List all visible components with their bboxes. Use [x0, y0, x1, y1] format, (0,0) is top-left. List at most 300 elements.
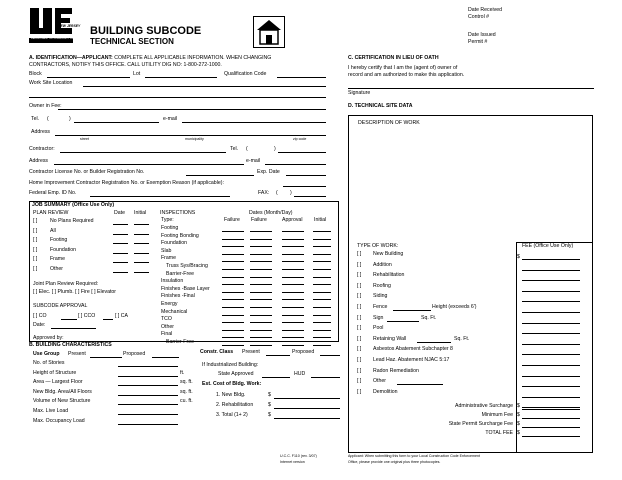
constr-proposed-label: Proposed — [292, 349, 315, 355]
hud-field[interactable] — [311, 377, 340, 378]
fee-field[interactable] — [522, 270, 580, 271]
plan-item-label: Footing — [50, 237, 68, 244]
license-label: Contractor License No. or Builder Registration No. — [29, 169, 145, 175]
contractor-tel-paren-close: ) — [274, 146, 276, 152]
inspection-date-field[interactable] — [282, 330, 304, 331]
work-item-label: Other — [373, 378, 386, 385]
inspection-item-label: Energy — [161, 301, 178, 307]
building-char-unit: cu. ft. — [180, 398, 193, 405]
address-label: Address — [31, 129, 51, 135]
plan-item-label: No Plans Required — [50, 218, 94, 224]
inspection-date-field[interactable] — [222, 269, 244, 270]
inspection-date-field[interactable] — [250, 239, 272, 240]
work-checkbox[interactable]: [ ] — [357, 357, 362, 363]
dates-heading: Dates (Month/Day) — [249, 210, 293, 216]
fee-total-field[interactable] — [522, 427, 580, 428]
fee-total-dollar: $ — [517, 412, 520, 418]
work-checkbox[interactable]: [ ] — [357, 367, 362, 374]
tel-paren-open: ( — [47, 116, 49, 122]
date-issued-label: Date Issued — [468, 32, 496, 38]
inspection-date-field[interactable] — [250, 299, 272, 300]
building-char-field[interactable] — [118, 376, 178, 377]
description-of-work-label: DESCRIPTION OF WORK — [358, 120, 420, 126]
job-summary-heading: JOB SUMMARY (Office Use Only) — [32, 202, 115, 208]
work-checkbox[interactable]: [ ] — [357, 335, 362, 342]
logo-state: NEW JERSEY — [58, 24, 81, 28]
subcode-date-label: Date: — [33, 322, 46, 328]
ca-checkbox[interactable]: [ ] CA — [115, 313, 128, 319]
fee-total-field[interactable] — [522, 418, 580, 419]
inspection-item-label: Finishes -Final — [161, 293, 195, 300]
inspection-date-field[interactable] — [282, 307, 304, 308]
footer-note-2: Office, please provide one original plus three photocopies. — [348, 460, 441, 464]
cost-field[interactable] — [274, 418, 340, 419]
work-item-label: New Building — [373, 251, 404, 257]
cost-dollar: $ — [268, 402, 271, 408]
approval-col: Approval — [282, 217, 303, 223]
plan-date-field[interactable] — [113, 224, 128, 225]
contractor-label: Contractor: — [29, 146, 55, 152]
type-of-work-heading: TYPE OF WORK: — [357, 243, 399, 249]
fee-field[interactable] — [522, 291, 580, 292]
block-label: Block — [29, 71, 42, 77]
fax-field[interactable] — [294, 196, 326, 197]
inspection-date-field[interactable] — [282, 337, 304, 338]
owner-label: Owner in Fee: — [29, 103, 62, 109]
inspection-item-label: Final — [161, 331, 173, 338]
license-field[interactable] — [186, 175, 254, 176]
subcode-date-field[interactable] — [51, 328, 96, 329]
qual-label: Qualification Code — [224, 71, 267, 77]
building-char-label: Area — Largest Floor — [33, 379, 83, 386]
work-item-label: Pool — [373, 325, 384, 332]
work-checkbox[interactable]: [ ] — [357, 378, 362, 385]
fee-total-label: TOTAL FEE — [485, 430, 513, 436]
inspection-date-field[interactable] — [313, 345, 331, 346]
work-item-label: Siding — [373, 293, 388, 300]
inspection-date-field[interactable] — [222, 299, 244, 300]
inspection-date-field[interactable] — [250, 315, 272, 316]
plan-checkbox[interactable]: [ ] — [33, 218, 38, 224]
inspection-date-field[interactable] — [282, 284, 304, 285]
inspection-item-label: TCO — [161, 316, 172, 323]
inspection-date-field[interactable] — [313, 246, 331, 247]
work-item-label: Fence — [373, 304, 388, 310]
inspection-date-field[interactable] — [282, 345, 304, 346]
building-char-unit: sq. ft. — [180, 379, 193, 386]
work-item-label: Addition — [373, 261, 392, 268]
inspection-date-field[interactable] — [282, 261, 304, 262]
work-checkbox[interactable]: [ ] — [357, 304, 362, 310]
inspection-item-label: Finishes -Base Layer — [161, 285, 210, 292]
inspection-date-field[interactable] — [222, 277, 244, 278]
subcode-approval-heading: SUBCODE APPROVAL — [33, 303, 88, 309]
inspection-item-label: Other — [161, 323, 174, 330]
industrialized-label: If Industrialized Building: — [202, 362, 259, 368]
logo-dept: DEPARTMENT OF COMMUNITY AFFAIRS — [31, 37, 81, 40]
constr-class-label: Constr. Class — [200, 349, 234, 355]
cco-line — [103, 319, 113, 320]
initial-col: Initial — [314, 217, 327, 223]
contractor-email-label: e-mail — [246, 158, 261, 164]
retaining-wall-field[interactable] — [417, 342, 451, 343]
joint-plan-options[interactable]: [ ] Elec. [ ] Plumb. [ ] Fire [ ] Elevator — [33, 289, 117, 295]
fee-field[interactable] — [522, 376, 580, 377]
street-caption: street — [80, 137, 89, 141]
building-char-field[interactable] — [118, 424, 178, 425]
failure-col-1: Failure — [224, 217, 240, 223]
contractor-tel-label: Tel. — [230, 146, 239, 152]
inspection-item-label: Barrier-Free — [166, 270, 194, 277]
building-char-label: New Bldg. Area/All Floors — [33, 388, 92, 395]
fee-field[interactable] — [522, 312, 580, 313]
inspection-date-field[interactable] — [222, 307, 244, 308]
inspection-date-field[interactable] — [282, 269, 304, 270]
inspection-item-label: Barrier-Free — [166, 339, 194, 345]
constr-present-field[interactable] — [266, 355, 290, 356]
inspection-date-field[interactable] — [313, 269, 331, 270]
inspection-item-label: Truss Sys/Bracing — [166, 263, 208, 269]
tel-label: Tel. — [31, 116, 40, 122]
signature-label: Signature — [348, 90, 371, 96]
plan-date-col: Date — [114, 210, 125, 216]
inspection-date-field[interactable] — [222, 239, 244, 240]
plan-review-heading: PLAN REVIEW — [33, 210, 69, 216]
cost-item-label: 3. Total (1+ 2) — [216, 412, 248, 418]
inspection-date-field[interactable] — [313, 292, 331, 293]
tel-field[interactable] — [74, 122, 159, 123]
inspection-date-field[interactable] — [250, 322, 272, 323]
plan-checkbox[interactable]: [ ] — [33, 266, 38, 272]
inspections-heading: INSPECTIONS — [160, 210, 196, 216]
inspection-date-field[interactable] — [250, 277, 272, 278]
plan-date-field[interactable] — [113, 234, 128, 235]
inspection-date-field[interactable] — [313, 330, 331, 331]
fed-label: Federal Emp. ID No. — [29, 190, 77, 196]
inspection-date-field[interactable] — [250, 337, 272, 338]
fax-paren-close: ) — [290, 190, 292, 196]
use-group-proposed-field[interactable] — [152, 357, 179, 358]
retaining-sqft-label: Sq. Ft. — [454, 335, 470, 342]
plan-initial-field[interactable] — [134, 243, 149, 244]
fee-field[interactable] — [522, 323, 580, 324]
lot-label: Lot — [133, 71, 141, 77]
work-item-label: Roofing — [373, 282, 391, 289]
page-title: BUILDING SUBCODE — [90, 25, 202, 37]
inspection-date-field[interactable] — [313, 315, 331, 316]
plan-initial-field[interactable] — [134, 253, 149, 254]
inspection-date-field[interactable] — [250, 284, 272, 285]
fee-total-label: Minimum Fee — [481, 412, 513, 418]
plan-checkbox[interactable]: [ ] — [33, 237, 38, 244]
inspection-date-field[interactable] — [250, 345, 272, 346]
inspection-date-field[interactable] — [313, 284, 331, 285]
page-subtitle: TECHNICAL SECTION — [90, 37, 174, 46]
building-char-field[interactable] — [118, 414, 178, 415]
work-checkbox[interactable]: [ ] — [357, 272, 362, 279]
owner-field[interactable] — [58, 109, 326, 110]
building-char-label: Volume of New Structure — [33, 398, 91, 405]
cost-dollar: $ — [268, 392, 271, 398]
cost-item-label: 1. New Bldg. — [216, 392, 246, 398]
inspection-date-field[interactable] — [313, 337, 331, 338]
footer-note-1: Applicant: When submitting this form to your Local Construction Code Enforcement — [348, 454, 481, 458]
constr-proposed-field[interactable] — [320, 355, 340, 356]
work-checkbox[interactable]: [ ] — [357, 261, 362, 268]
work-site-label: Work Site Location — [29, 80, 73, 86]
inspection-date-field[interactable] — [222, 292, 244, 293]
plan-item-label: All — [50, 227, 56, 234]
use-group-label: Use Group — [33, 351, 60, 357]
work-item-label: Sign — [373, 314, 384, 321]
plan-initial-field[interactable] — [134, 224, 149, 225]
inspection-item-label: Insulation — [161, 278, 184, 285]
email-field[interactable] — [182, 122, 326, 123]
sign-field[interactable] — [387, 321, 419, 322]
work-site-field[interactable] — [83, 86, 326, 87]
use-group-proposed-label: Proposed — [123, 351, 146, 357]
contractor-address-label: Address — [29, 158, 49, 164]
work-item-label: Demolition — [373, 388, 398, 395]
date-received-label: Date Received — [468, 7, 503, 13]
municipality-caption: municipality — [185, 137, 204, 141]
lot-field[interactable] — [145, 77, 217, 78]
inspection-date-field[interactable] — [222, 254, 244, 255]
work-checkbox[interactable]: [ ] — [357, 293, 362, 300]
plan-initial-field[interactable] — [134, 262, 149, 263]
fee-total-label: State Permit Surcharge Fee — [448, 421, 513, 427]
fee-field[interactable] — [522, 259, 580, 260]
plan-initial-field[interactable] — [134, 272, 149, 273]
plan-item-label: Frame — [50, 256, 65, 263]
inspection-item-label: Frame — [161, 255, 176, 262]
inspection-item-label: Footing Bonding — [161, 232, 199, 239]
fee-dollar: $ — [517, 254, 520, 260]
work-site-field-2[interactable] — [29, 97, 326, 98]
type-label: Type: — [161, 217, 174, 223]
inspection-date-field[interactable] — [250, 231, 272, 232]
fee-field[interactable] — [522, 280, 580, 281]
work-checkbox[interactable]: [ ] — [357, 251, 362, 257]
inspection-date-field[interactable] — [313, 231, 331, 232]
fax-paren-open: ( — [276, 190, 278, 196]
work-item-label: Retaining Wall — [373, 335, 407, 342]
work-item-label: Rehabilitation — [373, 272, 405, 279]
address-field[interactable] — [55, 135, 326, 136]
fee-field[interactable] — [522, 365, 580, 366]
block-field[interactable] — [47, 77, 130, 78]
fee-total-dollar: $ — [517, 421, 520, 427]
signature-field[interactable] — [348, 88, 594, 89]
inspection-date-field[interactable] — [313, 277, 331, 278]
cost-field[interactable] — [274, 398, 340, 399]
use-group-present-field[interactable] — [90, 357, 122, 358]
fee-total-dollar: $ — [517, 430, 520, 436]
tel-paren-close: ) — [69, 116, 71, 122]
inspection-date-field[interactable] — [222, 330, 244, 331]
inspection-date-field[interactable] — [222, 284, 244, 285]
work-item-label: Lead Haz. Abatement NJAC 5:17 — [373, 357, 450, 363]
inspection-date-field[interactable] — [282, 239, 304, 240]
internet-version: Internet version — [280, 460, 305, 464]
zip-caption: zip code — [293, 137, 307, 141]
building-char-label: No. of Stories — [33, 360, 65, 366]
section-c-heading: C. CERTIFICATION IN LIEU OF OATH — [348, 55, 439, 61]
fax-label: FAX: — [258, 190, 270, 196]
fee-total-field[interactable] — [522, 409, 580, 410]
constr-present-label: Present — [242, 349, 260, 355]
contractor-address-field[interactable] — [54, 164, 244, 165]
co-line — [61, 319, 77, 320]
inspection-date-field[interactable] — [313, 254, 331, 255]
plan-item-label: Other — [50, 266, 63, 272]
inspection-date-field[interactable] — [282, 254, 304, 255]
inspection-date-field[interactable] — [250, 261, 272, 262]
inspection-date-field[interactable] — [313, 322, 331, 323]
inspection-date-field[interactable] — [222, 322, 244, 323]
plan-initial-field[interactable] — [134, 234, 149, 235]
permit-label: Permit # — [468, 39, 488, 45]
inspection-item-label: Slab — [161, 247, 172, 254]
state-approved-label: State Approved — [218, 371, 254, 377]
fee-field[interactable] — [522, 301, 580, 302]
section-d-heading: D. TECHNICAL SITE DATA — [348, 103, 413, 109]
building-char-label: Max. Occupancy Load — [33, 417, 85, 424]
building-char-field[interactable] — [118, 385, 178, 386]
inspection-date-field[interactable] — [250, 254, 272, 255]
inspection-date-field[interactable] — [282, 231, 304, 232]
fee-heading: FEE (Office Use Only) — [522, 243, 574, 249]
plan-date-field[interactable] — [113, 253, 128, 254]
inspection-date-field[interactable] — [282, 246, 304, 247]
building-char-field[interactable] — [118, 395, 178, 396]
section-b-heading: B. BUILDING CHARACTERISTICS — [29, 342, 112, 348]
inspection-date-field[interactable] — [313, 299, 331, 300]
work-checkbox[interactable]: [ ] — [357, 282, 362, 289]
plan-date-field[interactable] — [113, 243, 128, 244]
fee-field[interactable] — [522, 344, 580, 345]
fee-total-dollar: $ — [517, 403, 520, 409]
work-item-label: Radon Remediation — [373, 367, 419, 374]
cost-dollar: $ — [268, 412, 271, 418]
plan-checkbox[interactable]: [ ] — [33, 256, 38, 263]
inspection-item-label: Mechanical — [161, 308, 188, 315]
building-char-unit: sq. ft. — [180, 388, 193, 395]
house-icon — [253, 16, 285, 48]
plan-checkbox[interactable]: [ ] — [33, 246, 38, 253]
fee-total-field[interactable] — [522, 436, 580, 437]
inspection-date-field[interactable] — [282, 292, 304, 293]
inspection-item-label: Footing — [161, 225, 179, 231]
control-label: Control # — [468, 14, 490, 20]
building-char-label: Height of Structure — [33, 369, 77, 376]
exp-date-field[interactable] — [286, 175, 326, 176]
inspection-date-field[interactable] — [250, 269, 272, 270]
joint-plan-label: Joint Plan Review Required: — [33, 281, 99, 287]
inspection-date-field[interactable] — [222, 261, 244, 262]
inspection-date-field[interactable] — [222, 337, 244, 338]
plan-item-label: Foundation — [50, 246, 76, 253]
inspection-date-field[interactable] — [222, 231, 244, 232]
co-checkbox[interactable]: [ ] CO — [33, 313, 47, 319]
contractor-tel-field[interactable] — [278, 152, 326, 153]
plan-checkbox[interactable]: [ ] — [33, 227, 38, 234]
use-group-present-label: Present — [68, 351, 86, 357]
fee-field[interactable] — [522, 333, 580, 334]
inspection-date-field[interactable] — [222, 345, 244, 346]
inspection-date-field[interactable] — [222, 246, 244, 247]
cost-item-label: 2. Rehabilitation — [216, 402, 254, 408]
inspection-date-field[interactable] — [282, 299, 304, 300]
inspection-date-field[interactable] — [282, 315, 304, 316]
inspection-date-field[interactable] — [250, 307, 272, 308]
fence-field[interactable] — [393, 310, 431, 311]
fee-field[interactable] — [522, 397, 580, 398]
qual-field[interactable] — [277, 77, 326, 78]
contractor-email-field[interactable] — [265, 164, 326, 165]
state-approved-field[interactable] — [262, 377, 290, 378]
cost-field[interactable] — [274, 408, 340, 409]
contractor-tel-paren-open: ( — [246, 146, 248, 152]
certification-line-1: I hereby certify that I am the (agent of) owner of — [348, 65, 458, 71]
inspection-date-field[interactable] — [282, 322, 304, 323]
plan-initial-col: Initial — [134, 210, 147, 216]
section-a-heading: A. IDENTIFICATION—APPLICANT: COMPLETE ALL APPLICABLE INFORMATION. WHEN CHANGING — [29, 55, 272, 61]
est-cost-heading: Est. Cost of Bldg. Work: — [202, 381, 262, 387]
inspection-date-field[interactable] — [282, 277, 304, 278]
fee-total-label: Administrative Surcharge — [455, 403, 513, 409]
hud-label: HUD — [294, 371, 306, 377]
building-char-field[interactable] — [118, 404, 178, 405]
fee-column-box — [516, 242, 593, 243]
building-char-unit: ft. — [180, 369, 185, 376]
form-number: U.C.C. F110 (rev. 3/07) — [280, 454, 317, 458]
inspection-item-label: Foundation — [161, 240, 187, 247]
fence-height-label: Height (exceeds 6') — [432, 304, 477, 310]
inspection-date-field[interactable] — [313, 261, 331, 262]
building-char-field[interactable] — [118, 366, 178, 367]
hic-field[interactable] — [283, 186, 326, 187]
inspection-date-field[interactable] — [250, 330, 272, 331]
email-label: e-mail — [163, 116, 178, 122]
work-checkbox[interactable]: [ ] — [357, 346, 362, 353]
inspection-date-field[interactable] — [250, 292, 272, 293]
hic-label: Home Improvement Contractor Registration No. or Exemption Reason (if applicable): — [29, 180, 224, 186]
certification-line-2: record and am authorized to make this application. — [348, 72, 465, 78]
sign-sqft-label: Sq. Ft. — [421, 314, 437, 321]
approved-by-label: Approved by: — [33, 335, 64, 341]
fee-field[interactable] — [522, 354, 580, 355]
fed-field[interactable] — [90, 196, 230, 197]
work-checkbox[interactable]: [ ] — [357, 325, 362, 332]
contractor-field[interactable] — [60, 152, 226, 153]
work-checkbox[interactable]: [ ] — [357, 314, 362, 321]
work-item-label: Asbestos Abatement Subchapter 8 — [373, 346, 453, 353]
inspection-date-field[interactable] — [313, 307, 331, 308]
exp-date-label: Exp. Date — [257, 169, 280, 175]
fee-field[interactable] — [522, 386, 580, 387]
section-a-instructions: CONTRACTORS, NOTIFY THIS OFFICE. CALL UTILITY DIG NO: 1-800-272-1000. — [29, 62, 222, 68]
inspection-date-field[interactable] — [250, 246, 272, 247]
plan-date-field[interactable] — [113, 262, 128, 263]
inspection-date-field[interactable] — [222, 315, 244, 316]
failure-col-2: Failure — [251, 217, 267, 223]
work-checkbox[interactable]: [ ] — [357, 388, 362, 395]
other-work-field[interactable] — [397, 384, 443, 385]
inspection-date-field[interactable] — [313, 239, 331, 240]
cco-checkbox[interactable]: [ ] CCO — [78, 313, 96, 319]
plan-date-field[interactable] — [113, 272, 128, 273]
